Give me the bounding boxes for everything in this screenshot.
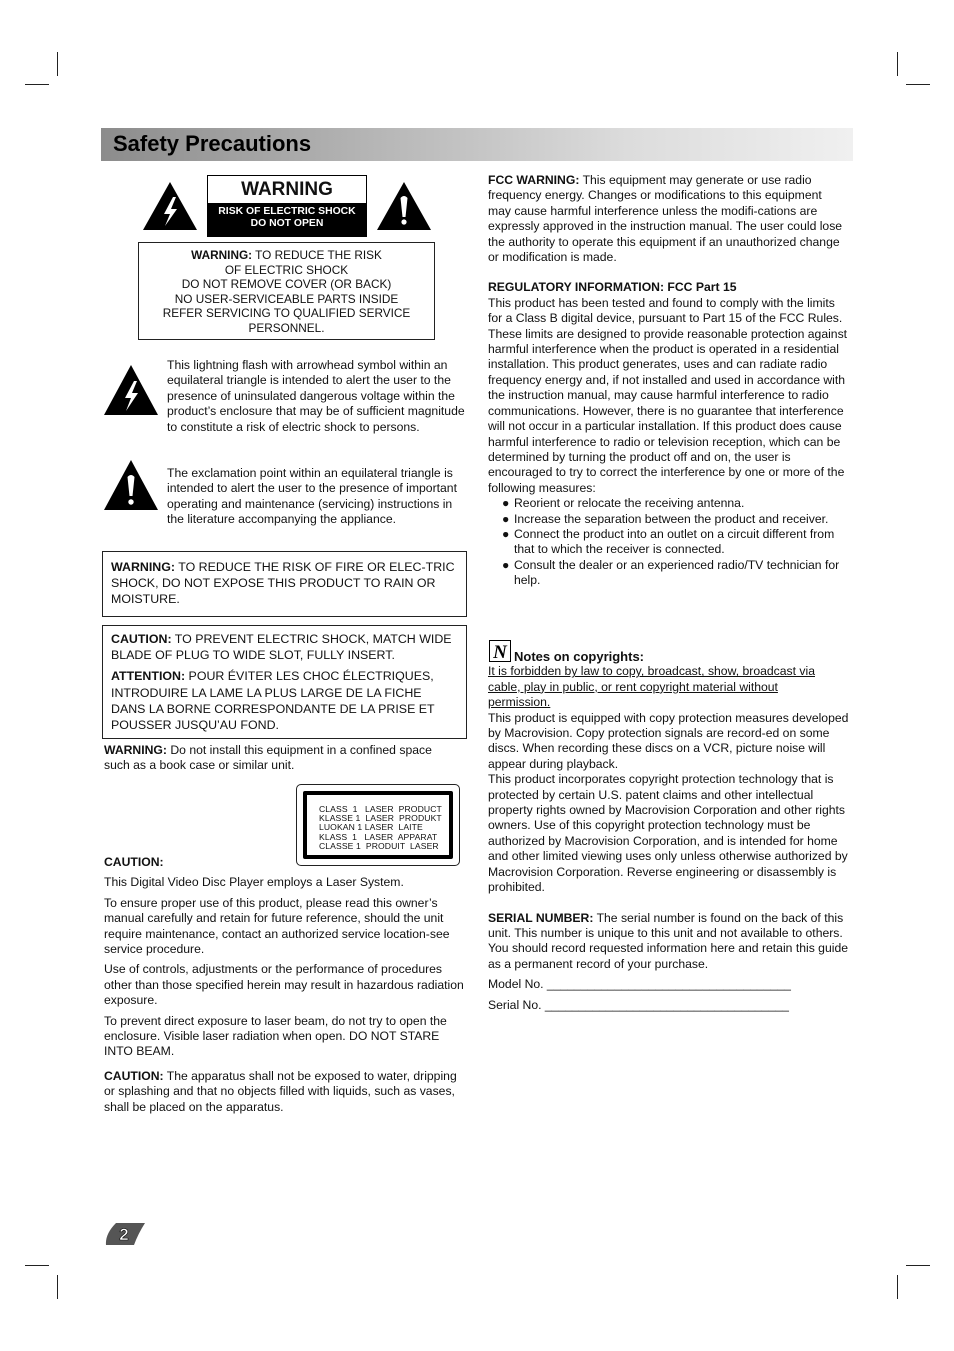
shock-box-label: WARNING: bbox=[191, 248, 253, 262]
plug-attention-text: POUR ÉVITER LES CHOC ÉLECTRIQUES, INTRODUIRE LA LAME LA PLUS LARGE DE LA FICHE DANS LA BORNE CORRESPONDANTE DE LA PRISE ET POUSSER JUSQU’AU FOND. bbox=[111, 669, 435, 733]
serial-text: The serial number is found on the back of this unit. This number is unique to this unit and not available to others. You should record requested information here and retain this guide as a permanent record of your purchase. bbox=[488, 910, 848, 971]
fcc-label: FCC WARNING: bbox=[488, 173, 580, 187]
shock-box-line: DO NOT REMOVE COVER (OR BACK) bbox=[181, 277, 392, 292]
shock-box-line: OF ELECTRIC SHOCK bbox=[224, 262, 349, 277]
shock-warning-box bbox=[138, 242, 435, 340]
serial-label: SERIAL NUMBER: bbox=[488, 910, 594, 925]
shock-box-line1: TO REDUCE THE RISK bbox=[252, 248, 382, 262]
confined-label: WARNING: bbox=[104, 743, 167, 757]
liquid-caution bbox=[104, 1069, 466, 1115]
warning-label-line2: DO NOT OPEN bbox=[250, 217, 324, 229]
copyrights-heading: Notes on copyrights: bbox=[514, 649, 645, 664]
crop-mark bbox=[25, 1265, 49, 1266]
caution-paragraph: This Digital Video Disc Player employs a Laser System. bbox=[104, 875, 404, 890]
list-item: ● Consult the dealer or an experienced radio/TV technician for help. bbox=[502, 557, 840, 588]
fire-warning-box bbox=[102, 551, 467, 617]
copyright-notice: It is forbidden by law to copy, broadcast, show, broadcast via cable, play in public, or rent copyright material without permission. bbox=[488, 664, 815, 710]
serial-number-field: Serial No. ____________________________________ bbox=[488, 997, 789, 1012]
model-number-field: Model No. ____________________________________ bbox=[488, 977, 791, 992]
exclamation-triangle-icon bbox=[376, 181, 432, 231]
fire-box-text: TO REDUCE THE RISK OF FIRE OR ELEC-TRIC SHOCK, DO NOT EXPOSE THIS PRODUCT TO RAIN OR MOISTURE. bbox=[111, 560, 455, 607]
caution-paragraph: To ensure proper use of this product, please read this owner’s manual carefully and retain for future reference, should the unit require maintenance, contact an authorized service location-see service procedure. bbox=[104, 895, 450, 957]
crop-mark bbox=[57, 1275, 58, 1299]
list-item: ● Connect the product into an outlet on a circuit different from that to which the receiver is connected. bbox=[502, 526, 835, 557]
plug-caution-box bbox=[102, 625, 467, 739]
page-number-badge bbox=[104, 1222, 146, 1246]
crop-mark bbox=[57, 52, 58, 76]
fire-box-label: WARNING: bbox=[111, 560, 176, 574]
copyright-paragraph: This product incorporates copyright protection technology that is protected by certain U.S. patent claims and other intellectual property rights owned by Macrovision Corporation and other rights owners. Use of this copyright protection technology must be authorized by Macrovision Corporation, and is intended for home and other limited viewing uses only unless otherwise authorized by Macrovision Corporation. Reverse engineering or disassembly is prohibited. bbox=[488, 772, 848, 895]
shock-box-line: REFER SERVICING TO QUALIFIED SERVICE bbox=[162, 306, 411, 321]
confined-text: Do not install this equipment in a confined space such as a book case or similar unit. bbox=[104, 743, 432, 773]
plug-caution-text: TO PREVENT ELECTRIC SHOCK, MATCH WIDE BLADE OF PLUG TO WIDE SLOT, FULLY INSERT. bbox=[111, 632, 452, 663]
serial-number-info bbox=[488, 911, 848, 973]
liquid-caution-label: CAUTION: bbox=[104, 1068, 164, 1083]
interference-measures-list bbox=[488, 496, 848, 588]
page-number: 2 bbox=[119, 1225, 129, 1244]
fcc-warning bbox=[488, 173, 848, 265]
list-item: ● Reorient or relocate the receiving antenna. bbox=[502, 496, 745, 511]
liquid-caution-text: The apparatus shall not be exposed to water, dripping or splashing and that no objects filled with liquids, such as vases, shall be placed on the apparatus. bbox=[104, 1068, 457, 1114]
lightning-triangle-icon bbox=[103, 364, 159, 416]
exclamation-description: The exclamation point within an equilateral triangle is intended to alert the user to the presence of important operating and maintenance (servicing) instructions in the literature accompanying the appliance. bbox=[167, 466, 457, 527]
laser-label-text: CLASS 1 LASER PRODUCT KLASSE 1 LASER PRODUKT LUOKAN 1 LASER LAITE KLASS 1 LASER APPARAT CLASSE 1 PRODUIT LASER bbox=[319, 804, 442, 851]
exclamation-triangle-icon bbox=[103, 459, 159, 511]
laser-product-label bbox=[296, 784, 460, 866]
regulatory-heading: REGULATORY INFORMATION: FCC Part 15 bbox=[488, 280, 737, 295]
crop-mark bbox=[25, 84, 49, 85]
caution-paragraph: To prevent direct exposure to laser beam, do not try to open the enclosure. Visible laser radiation when open. DO NOT STARE INTO BEAM. bbox=[104, 1013, 447, 1059]
lightning-triangle-icon bbox=[142, 181, 198, 231]
warning-label bbox=[207, 175, 367, 237]
page-title: Safety Precautions bbox=[113, 131, 312, 156]
warning-label-line1: RISK OF ELECTRIC SHOCK bbox=[218, 206, 356, 217]
plug-attention-label: ATTENTION: bbox=[111, 669, 186, 684]
shock-box-line: PERSONNEL. bbox=[248, 320, 325, 335]
shock-box-line: NO USER-SERVICEABLE PARTS INSIDE bbox=[174, 291, 399, 306]
crop-mark bbox=[897, 52, 898, 76]
crop-mark bbox=[897, 1275, 898, 1299]
crop-mark bbox=[906, 84, 930, 85]
section-header bbox=[101, 128, 853, 161]
fcc-text: This equipment may generate or use radio frequency energy. Changes or modifications to this equipment may cause harmful interference unless the modifi-cations are expressly approved in the instruction manual. The user could lose the authority to operate this equipment if an unauthorized change or modification is made. bbox=[488, 173, 843, 265]
plug-caution-label: CAUTION: bbox=[111, 632, 172, 646]
caution-heading: CAUTION: bbox=[104, 855, 164, 869]
list-item: ● Increase the separation between the product and receiver. bbox=[502, 511, 829, 526]
caution-paragraph: Use of controls, adjustments or the performance of procedures other than those specified herein may result in hazardous radiation exposure. bbox=[104, 962, 464, 1008]
confined-space-warning bbox=[104, 743, 460, 774]
lightning-description: This lightning flash with arrowhead symbol within an equilateral triangle is intended to alert the user to the presence of uninsulated dangerous voltage within the product’s enclosure that may be of sufficient magnitude to constitute a risk of electric shock to persons. bbox=[167, 358, 465, 434]
crop-mark bbox=[906, 1265, 930, 1266]
copyright-paragraph: This product is equipped with copy protection measures developed by Macrovision. Copy protection signals are record-ed on some discs. When recording these discs on a VCR, picture noise will appear during playback. bbox=[488, 710, 849, 771]
notes-icon-letter: N bbox=[493, 642, 507, 662]
warning-label-title: WARNING bbox=[208, 176, 366, 203]
regulatory-text: This product has been tested and found to comply with the limits for a Class B digital device, pursuant to Part 15 of the FCC Rules. These limits are designed to provide reasonable protection against harmful interference when the product is operated in a residential installation. This product generates, uses and can radiate radio frequency energy and, if not installed and used in accordance with the instruction manual, may cause harmful interference to radio communications. However, there is no guarantee that interference will not occur in a particular installation. If this product does cause harmful interference to radio or television reception, which can be determined by turning the product off and on, the user is encouraged to try to correct the interference by one or more of the following measures: bbox=[488, 295, 848, 495]
